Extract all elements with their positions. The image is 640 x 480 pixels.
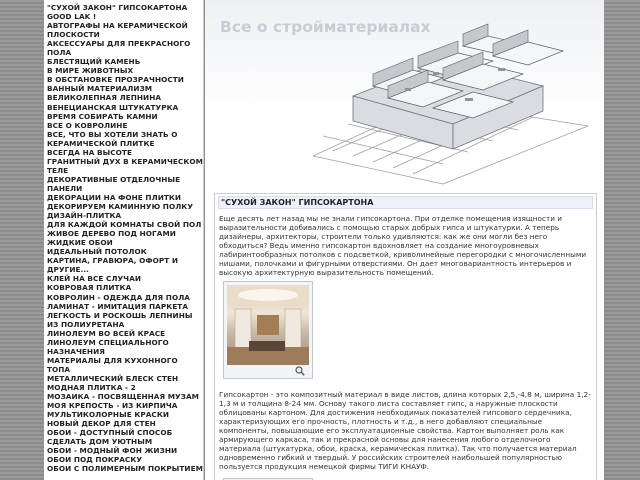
sidebar-menu-item[interactable]: МОДНАЯ ПЛИТКА - 2 <box>47 382 136 392</box>
zoom-icon[interactable] <box>295 366 305 376</box>
sidebar-menu-item[interactable]: КОВРОЛИН - ОДЕЖДА ДЛЯ ПОЛА <box>47 292 191 302</box>
menu-list <box>47 3 203 473</box>
sidebar-menu-item[interactable]: ИДЕАЛЬНЫЙ ПОТОЛОК <box>47 247 147 257</box>
sidebar-menu-item[interactable]: ВЕНЕЦИАНСКАЯ ШТУКАТУРКА <box>47 102 179 112</box>
sidebar-menu-item[interactable]: В МИРЕ ЖИВОТНЫХ <box>47 66 134 76</box>
sidebar-menu-item[interactable]: ОБОИ ПОД ПОКРАСКУ <box>47 455 143 465</box>
sidebar-menu-item[interactable]: КЛЕЙ НА ВСЕ СЛУЧАИ <box>47 274 141 284</box>
sidebar-menu-item[interactable]: ЖИДКИЕ ОБОИ <box>47 238 113 248</box>
sidebar-menu-item[interactable]: ВАННЫЙ МАТЕРИАЛИЗМ <box>47 84 153 94</box>
sidebar-menu-item[interactable]: ДЛЯ КАЖДОЙ КОМНАТЫ СВОЙ ПОЛ <box>47 220 202 230</box>
article-title: "СУХОЙ ЗАКОН" ГИПСОКАРТОНА <box>218 196 593 209</box>
sidebar-menu-item[interactable]: GOOD LAK ! <box>47 12 97 22</box>
sidebar-menu-item[interactable]: БЛЕСТЯЩИЙ КАМЕНЬ <box>47 57 141 67</box>
article-box <box>214 193 597 480</box>
sidebar-menu-item[interactable]: КОВРОВАЯ ПЛИТКА <box>47 283 132 293</box>
sidebar-menu-item[interactable]: ЛИНОЛЕУМ ВО ВСЕЙ КРАСЕ <box>47 328 166 338</box>
sidebar-menu-item[interactable]: НОВЫЙ ДЕКОР ДЛЯ СТЕН <box>47 419 156 429</box>
sidebar-menu-item[interactable]: МУЛЬТИКОЛОРНЫЕ КРАСКИ <box>47 410 170 420</box>
sidebar-menu-item[interactable]: ВСЕ О КОВРОЛИНЕ <box>47 120 128 130</box>
right-background-stripe <box>604 0 640 480</box>
sidebar-menu-item[interactable]: ОБОИ - ДОСТУПНЫЙ СПОСОБ СДЕЛАТЬ ДОМ УЮТНЫМ <box>47 428 173 447</box>
sidebar-menu-item[interactable]: ОБОИ С ПОЛИМЕРНЫМ ПОКРЫТИЕМ <box>47 464 203 474</box>
sidebar-menu-item[interactable]: ДЕКОРАТИВНЫЕ ОТДЕЛОЧНЫЕ ПАНЕЛИ <box>47 174 181 193</box>
sidebar-menu-item[interactable]: "СУХОЙ ЗАКОН" ГИПСОКАРТОНА <box>47 3 188 12</box>
sidebar-menu-item[interactable]: ЛЕГКОСТЬ И РОСКОШЬ ЛЕПНИНЫ ИЗ ПОЛИУРЕТАНА <box>47 310 193 329</box>
sidebar-menu <box>44 0 204 480</box>
article-photo[interactable] <box>223 281 313 379</box>
sidebar-menu-item[interactable]: ЛИНОЛЕУМ СПЕЦИАЛЬНОГО НАЗНАЧЕНИЯ <box>47 337 169 356</box>
sidebar-menu-item[interactable]: ВРЕМЯ СОБИРАТЬ КАМНИ <box>47 111 158 121</box>
sidebar-menu-item[interactable]: МЕТАЛЛИЧЕСКИЙ БЛЕСК СТЕН <box>47 373 179 383</box>
sidebar-menu-item[interactable]: ОБОИ - МОДНЫЙ ФОН ЖИЗНИ <box>47 446 178 456</box>
article-paragraph-2: Гипсокартон - это композитный материал в виде листов, длина которых 2,5,-4,8 м, ширина 1,2-1,3 м и толщина 8-24 мм. Основу такого листа составляет гипс, а наружные плоскости облицованы картоном. Для достижения необходимых показателей гипсового сердечника, характеризующих его прочность, плотность и т.д., в него добавляют специальные компоненты, повышающие его эксплуатационные свойства. Картон выполняет роль как армирующего каркаса, так и прекрасной основы для нанесения любого отделочного материала (штукатурка, обои, краска, керамическая плитка). Так что получается материал одновременно гибкий и твердый. У российских строителей наибольшей популярностью пользуется продукция немецкой фирмы ТИГИ КНАУФ. <box>219 390 591 472</box>
sidebar-menu-item[interactable]: ВСЕГДА НА ВЫСОТЕ <box>47 147 132 157</box>
building-model-icon <box>293 6 593 190</box>
sidebar-menu-item[interactable]: ЛАМИНАТ - ИМИТАЦИЯ ПАРКЕТА <box>47 301 189 311</box>
sidebar-menu-item[interactable]: МОЯ КРЕПОСТЬ - ИЗ КИРПИЧА <box>47 401 178 411</box>
interior-photo <box>227 285 309 365</box>
sidebar-menu-item[interactable]: ГРАНИТНЫЙ ДУХ В КЕРАМИЧЕСКОМ ТЕЛЕ <box>47 156 203 175</box>
header <box>205 0 604 190</box>
sidebar-menu-item[interactable]: МАТЕРИАЛЫ ДЛЯ КУХОННОГО ТОПА <box>47 355 178 374</box>
sidebar-menu-item[interactable]: ДЕКОРАЦИИ НА ФОНЕ ПЛИТКИ <box>47 192 182 202</box>
sidebar-menu-item[interactable]: МОЗАИКА - ПОСВЯЩЕННАЯ МУЗАМ <box>47 392 199 402</box>
article-paragraph-1: Еще десять лет назад мы не знали гипсокартона. При отделке помещения изящности и выразительности добивались с помощью старых добрых гипса и штукатурки. А теперь дизайнеры, архитекторы, строители только удивляются: как же они могли без него обходиться? Ведь именно гипсокартон вдохновляет на создание многоуровневых лабиринтообразных потолков с подсветкой, криволинейные перегородки с многочисленными нишами, полочками и фигурными отверстиями. Он дает многовариантность интерьеров и высокую архитектурную выразительность помещений. <box>219 214 587 278</box>
sidebar-menu-item[interactable]: ВСЕ, ЧТО ВЫ ХОТЕЛИ ЗНАТЬ О КЕРАМИЧЕСКОЙ ПЛИТКЕ <box>47 129 178 148</box>
sidebar-menu-item[interactable]: ДИЗАЙН-ПЛИТКА <box>47 211 122 221</box>
sidebar-menu-item[interactable]: ДЕКОРИРУЕМ КАМИННУЮ ПОЛКУ <box>47 202 194 212</box>
sidebar-menu-item[interactable]: АВТОГРАФЫ НА КЕРАМИЧЕСКОЙ ПЛОСКОСТИ <box>47 21 188 40</box>
sidebar-menu-item[interactable]: АКСЕССУАРЫ ДЛЯ ПРЕКРАСНОГО ПОЛА <box>47 39 191 58</box>
sidebar-menu-item[interactable]: ЖИВОЕ ДЕРЕВО ПОД НОГАМИ <box>47 229 176 239</box>
sidebar-menu-item[interactable]: В ОБСТАНОВКЕ ПРОЗРАЧНОСТИ <box>47 75 184 85</box>
site-title: Все о стройматериалах <box>220 18 431 36</box>
sidebar-menu-item[interactable]: КАРТИНА, ГРАВЮРА, ОФОРТ И ДРУГИЕ... <box>47 256 179 275</box>
sidebar-menu-item[interactable]: ВЕЛИКОЛЕПНАЯ ЛЕПНИНА <box>47 93 162 103</box>
main-area <box>205 0 604 480</box>
left-background-stripe <box>0 0 44 480</box>
